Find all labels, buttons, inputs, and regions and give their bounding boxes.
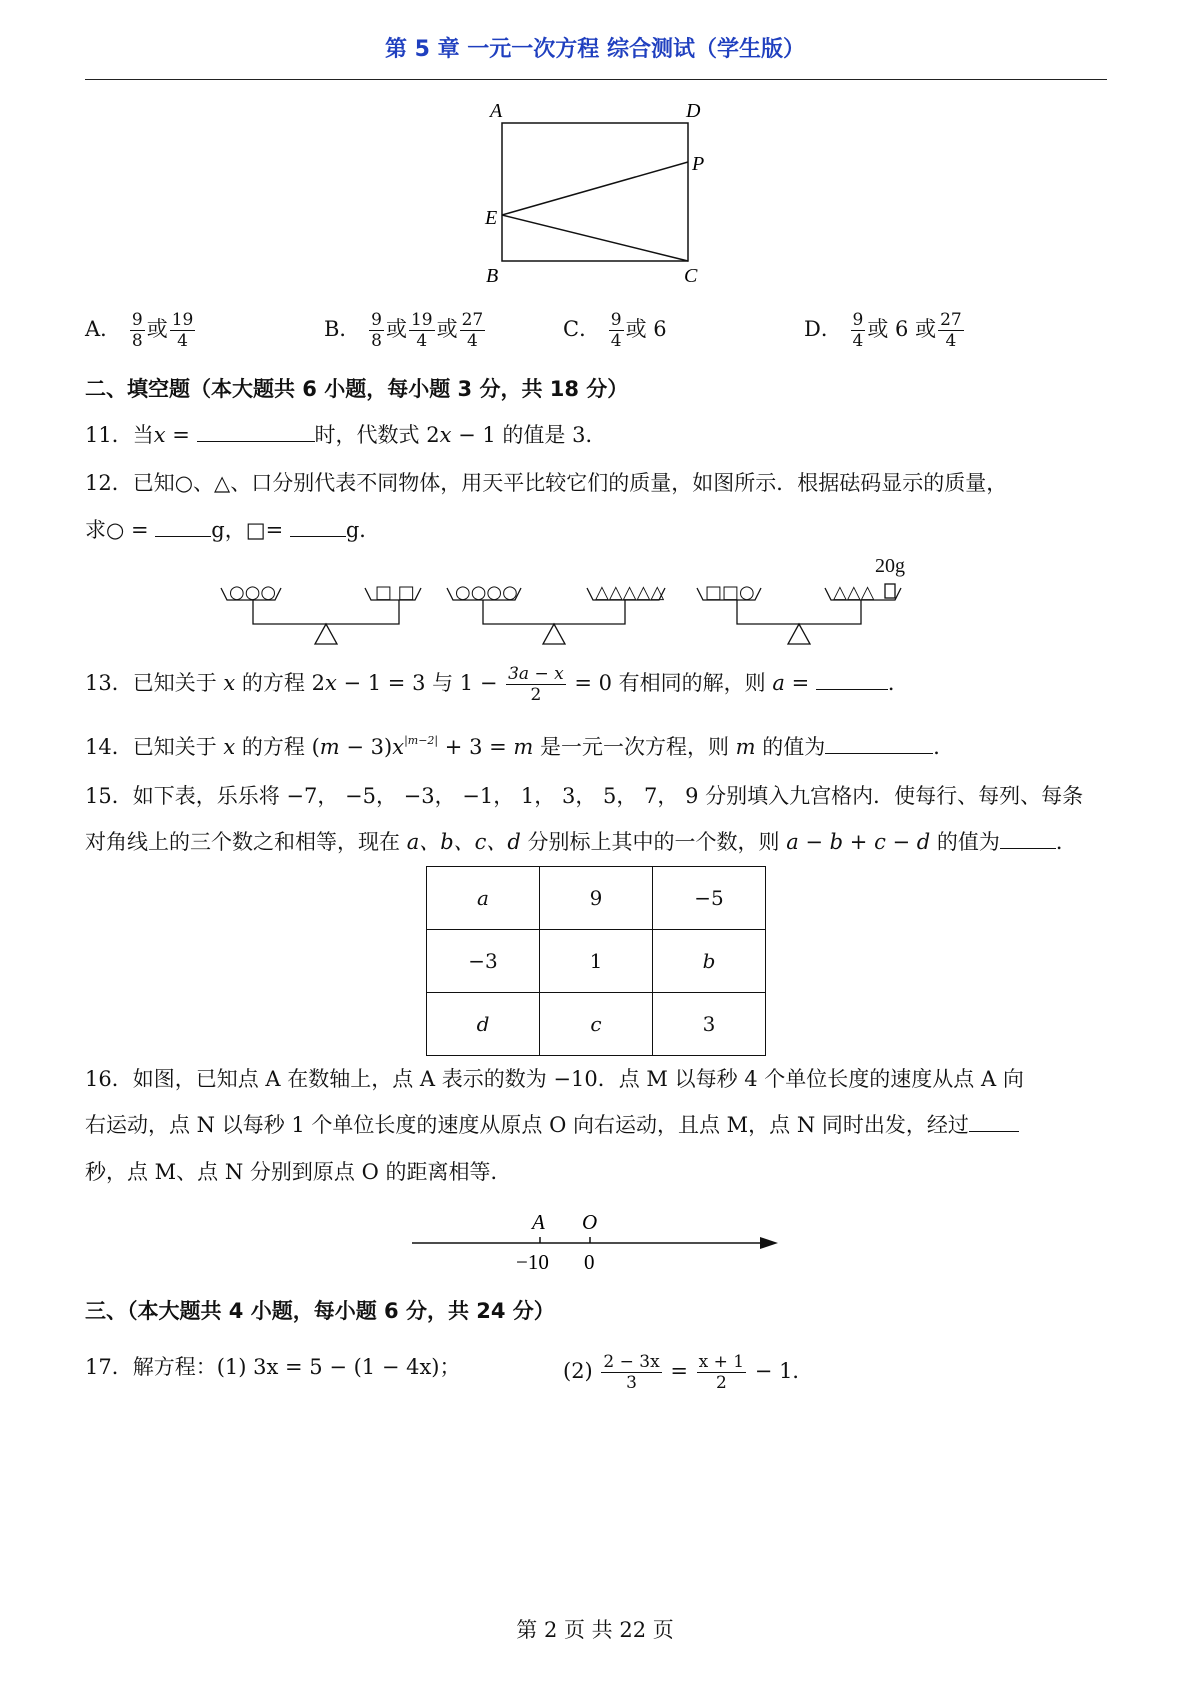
fraction: $\frac{9}{4}$ [610,310,622,351]
answer-blank[interactable] [290,516,346,537]
answer-blank[interactable] [825,733,933,754]
balance-scales-figure [215,550,975,650]
answer-blank[interactable] [816,669,888,690]
balance-scale-3 [697,555,905,644]
point-a-label: A [532,1210,545,1234]
question-15-line2: 对角线上的三个数之和相等，现在 a、b、c、d 分别标上其中的一个数，则 a − b + c − d 的值为 ． [85,830,1077,854]
scale1-left-items: ○○○ [229,582,277,603]
tick-a-value: −10 [516,1250,549,1274]
question-12-line1: 12．已知○、△、口分别代表不同物体，用天平比较它们的质量，如图所示．根据砝码显示的质量， [85,471,1008,495]
question-11: 11．当x = 时，代数式 2x − 1 的值是 3． [85,423,607,447]
magic-square-table [426,866,766,1056]
fraction: $\frac{27}{4}$ [940,310,962,351]
option-b: B． $\frac{9}{8}$ 或 $\frac{19}{4}$ 或 $\frac{27}{4}$ [324,310,484,351]
rect-abcd [502,123,688,261]
question-16-line2: 右运动，点 N 以每秒 1 个单位长度的速度从原点 O 向右运动，且点 M，点 N 同时出发，经过 [85,1110,1019,1140]
segment-ep [502,162,688,215]
answer-blank[interactable] [1000,828,1056,849]
option-c-label: C． [563,317,601,341]
fraction: $\frac{19}{4}$ [410,310,433,351]
scale3-right-items: △△△ [833,582,875,603]
question-17-part1: 17．解方程：(1) 3x = 5 − (1 − 4x)； [85,1355,461,1379]
fraction: $\frac{9}{8}$ [371,310,382,351]
scale2-right-items: △△△△△ [595,582,665,603]
question-16-line3: 秒，点 M、点 N 分别到原点 O 的距离相等． [85,1160,512,1184]
label-a: A [490,100,503,122]
label-b: B [486,265,499,285]
question-12-line2: 求○ = g，□= g． [85,518,381,542]
fraction: $\frac{9}{8}$ [131,310,143,351]
fraction: $\frac{2 - 3x}{3}$ [603,1352,660,1393]
section-2-title: 二、填空题（本大题共 6 小题，每小题 3 分，共 18 分） [85,377,629,401]
table-cell: a [427,867,540,930]
fraction: $\frac{19}{4}$ [171,310,194,351]
question-17-part2: (2) $\frac{2 - 3x}{3}$ = $\frac{x + 1}{2}$ − 1． [563,1352,814,1393]
section-3-title: 三、（本大题共 4 小题，每小题 6 分，共 24 分） [85,1299,555,1323]
fraction: $\frac{27}{4}$ [461,310,484,351]
scale3-weight-label: 20g [875,555,905,577]
fraction: $\frac{3a - x}{2}$ [508,664,564,705]
fraction: $\frac{9}{4}$ [852,310,864,351]
label-d: D [686,100,701,122]
tick-o-value: 0 [584,1250,595,1274]
fraction: $\frac{x + 1}{2}$ [698,1352,745,1393]
question-14: 14．已知关于 x 的方程 $(m - 3)x^{|m-2|} + 3 = m$ 是一元一次方程，则 m 的值为 ． [85,734,955,759]
option-a: A． $\frac{9}{8}$ 或 $\frac{19}{4}$ [85,310,194,351]
scale1-right-items: □ □ [375,582,415,603]
option-b-label: B． [324,317,361,341]
weight-20g-icon [885,584,895,598]
option-c: C． $\frac{9}{4}$ 或 6 [563,310,667,351]
option-d-label: D． [804,317,842,341]
table-row [427,867,766,930]
scale2-left-items: ○○○○ [455,582,518,603]
table-cell: 3 [653,993,766,1056]
table-cell: b [653,930,766,993]
number-line-figure [410,1205,790,1275]
question-15-line1: 15．如下表，乐乐将 −7， −5， −3， −1， 1， 3， 5， 7， 9 分别填入九宫格内．使每行、每列、每条 [85,784,1084,808]
table-cell: d [427,993,540,1056]
table-cell: −3 [427,930,540,993]
table-cell: 9 [540,867,653,930]
label-c: C [684,265,698,285]
page-footer: 第 2 页 共 22 页 [516,1618,674,1642]
label-e: E [485,207,498,229]
header-divider [85,79,1107,80]
rectangle-figure [480,95,710,285]
question-13: 13．已知关于 x 的方程 2x − 1 = 3 与 1 − $\frac{3a - x}{2}$ = 0 有相同的解，则 a = ． [85,664,909,705]
arrow-right-icon [760,1237,778,1249]
answer-blank[interactable] [969,1111,1019,1132]
page-header-title: 第 5 章 一元一次方程 综合测试（学生版） [385,37,805,62]
table-row [427,993,766,1056]
answer-blank[interactable] [197,421,315,442]
table-row [427,930,766,993]
point-o-label: O [582,1210,598,1234]
balance-scale-2 [447,582,665,644]
option-d: D． $\frac{9}{4}$ 或 6 或 $\frac{27}{4}$ [804,310,962,351]
table-cell: −5 [653,867,766,930]
option-a-label: A． [85,317,122,341]
scale3-left-items: □□○ [705,582,755,603]
question-16-line1: 16．如图，已知点 A 在数轴上，点 A 表示的数为 −10．点 M 以每秒 4 个单位长度的速度从点 A 向 [85,1067,1024,1091]
table-cell: 1 [540,930,653,993]
table-cell: c [540,993,653,1056]
answer-blank[interactable] [155,516,211,537]
balance-scale-1 [221,582,421,644]
segment-ec [502,215,688,261]
label-p: P [692,153,705,175]
